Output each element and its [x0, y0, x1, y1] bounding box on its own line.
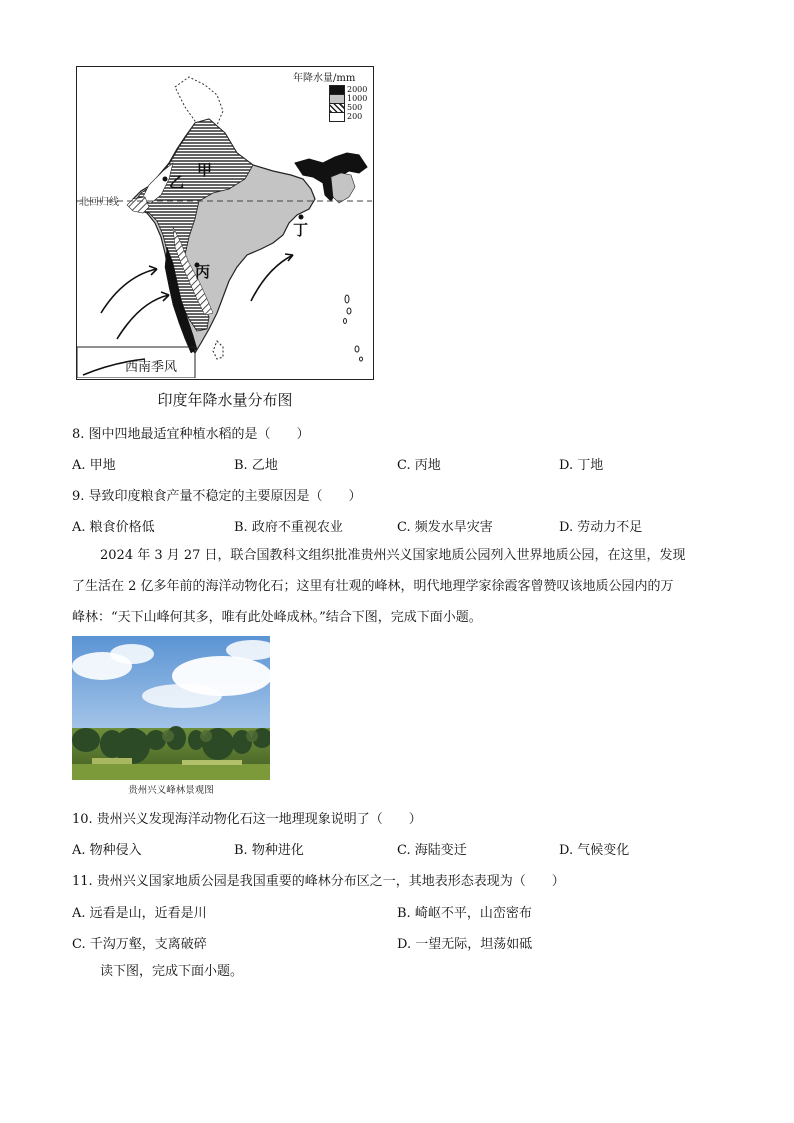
karst-landscape-photo	[72, 636, 270, 780]
legend-item-1000: 1000	[347, 94, 368, 103]
region-ne-gray	[331, 173, 355, 203]
question-10: 10. 贵州兴义发现海洋动物化石这一地理现象说明了（ ）	[72, 812, 422, 827]
india-rainfall-map	[76, 66, 374, 380]
legend-item-2000: 2000	[347, 85, 368, 94]
q11-option-c[interactable]: C. 千沟万壑，支离破碎	[72, 937, 207, 952]
q10-option-c[interactable]: C. 海陆变迁	[397, 843, 467, 858]
sri-lanka	[213, 341, 223, 359]
question-8: 8. 图中四地最适宜种植水稻的是（ ）	[72, 427, 310, 442]
q9-option-d[interactable]: D. 劳动力不足	[559, 520, 643, 535]
q9-option-c[interactable]: C. 频发水旱灾害	[397, 520, 493, 535]
place-jia: 甲	[197, 161, 213, 179]
q8-option-a[interactable]: A. 甲地	[72, 458, 116, 473]
region-gujarat	[127, 197, 149, 213]
q8-option-b[interactable]: B. 乙地	[234, 458, 278, 473]
kashmir-outline	[175, 77, 223, 129]
q10-option-b[interactable]: B. 物种进化	[234, 843, 304, 858]
question-9: 9. 导致印度粮食产量不稳定的主要原因是（ ）	[72, 489, 362, 504]
q11-option-d[interactable]: D. 一望无际，坦荡如砥	[397, 937, 533, 952]
passage-line-1: 2024 年 3 月 27 日，联合国教科文组织批准贵州兴义国家地质公园列入世界地质公园，在这里，发现	[100, 548, 686, 563]
map-caption: 印度年降水量分布图	[157, 391, 293, 409]
passage-line-2: 了生活在 2 亿多年前的海洋动物化石；这里有壮观的峰林，明代地理学家徐霞客曾赞叹该地质公园内的万	[72, 579, 674, 594]
q9-option-a[interactable]: A. 粮食价格低	[72, 520, 155, 535]
q8-option-d[interactable]: D. 丁地	[559, 458, 604, 473]
legend-title: 年降水量/mm	[293, 73, 356, 84]
question-11: 11. 贵州兴义国家地质公园是我国重要的峰林分布区之一，其地表形态表现为（ ）	[72, 874, 565, 889]
legend-item-500: 500	[347, 103, 363, 112]
legend-item-200: 200	[347, 112, 363, 121]
place-bing: 丙	[195, 263, 211, 281]
passage-line-3: 峰林：“天下山峰何其多，唯有此处峰成林。”结合下图，完成下面小题。	[72, 610, 482, 625]
place-ding: 丁	[293, 221, 309, 239]
legend-swatches	[329, 85, 345, 122]
q11-option-a[interactable]: A. 远看是山，近看是川	[72, 906, 207, 921]
q10-option-a[interactable]: A. 物种侵入	[72, 843, 142, 858]
india-map-svg	[77, 67, 372, 378]
place-yi: 乙	[169, 173, 185, 191]
q11-option-b[interactable]: B. 崎岖不平，山峦密布	[397, 906, 532, 921]
photo-caption: 贵州兴义峰林景观图	[128, 785, 214, 796]
closing-instruction: 读下图，完成下面小题。	[100, 964, 244, 979]
tropic-label: 北回归线	[79, 197, 119, 208]
q8-option-c[interactable]: C. 丙地	[397, 458, 441, 473]
q10-option-d[interactable]: D. 气候变化	[559, 843, 630, 858]
wind-label: 西南季风	[125, 360, 178, 375]
q9-option-b[interactable]: B. 政府不重视农业	[234, 520, 343, 535]
